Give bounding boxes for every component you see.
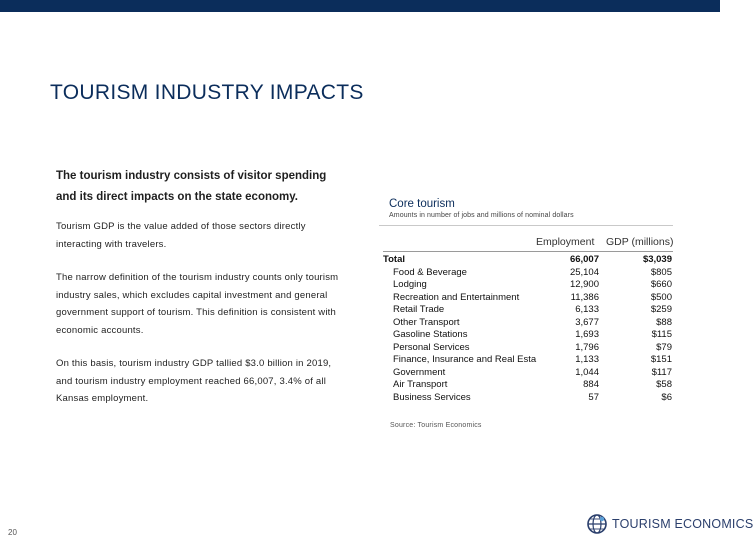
top-banner (0, 0, 720, 12)
globe-icon (586, 513, 608, 535)
row-gdp: $259 (650, 304, 672, 315)
table-body (383, 254, 673, 404)
row-label: Government (393, 366, 446, 378)
page-title: TOURISM INDUSTRY IMPACTS (50, 81, 364, 104)
table-row (383, 392, 673, 405)
logo-text: TOURISM ECONOMICS (612, 517, 753, 531)
page-number: 20 (8, 528, 17, 537)
row-gdp: $117 (651, 366, 672, 378)
row-label: Food & Beverage (393, 266, 467, 278)
table-row (383, 267, 673, 280)
row-gdp: $58 (656, 379, 672, 390)
table-row (383, 279, 673, 292)
row-employment: 1,796 (575, 341, 599, 353)
table-row (383, 367, 673, 380)
paragraph-summary: On this basis, tourism industry GDP tallied $3.0 billion in 2019, and tourism industry employment reached 66,007, 3.4% of all Kansas employment. (56, 358, 332, 404)
row-label: Finance, Insurance and Real Esta (393, 354, 537, 365)
table-row (383, 292, 673, 305)
intro-text: The tourism industry consists of visitor spending and its direct impacts on the state economy. (56, 170, 327, 203)
row-gdp: $79 (656, 341, 672, 353)
row-gdp: $115 (651, 329, 672, 340)
row-label: Air Transport (393, 379, 448, 390)
table-row (383, 379, 673, 392)
paragraph-gdp-definition: Tourism GDP is the value added of those sectors directly interacting with travelers. (56, 221, 306, 250)
row-employment: 6,133 (575, 304, 599, 315)
table-top-rule (379, 225, 673, 226)
table-source: Source: Tourism Economics (390, 422, 482, 429)
row-gdp: $805 (650, 266, 672, 278)
row-label: Retail Trade (393, 304, 445, 315)
row-employment: 12,900 (569, 279, 599, 290)
row-gdp: $660 (650, 279, 672, 290)
table-row-total (383, 254, 673, 267)
tourism-economics-logo (586, 513, 753, 535)
row-employment: 25,104 (569, 266, 599, 278)
row-gdp: $88 (656, 316, 672, 328)
table-row (383, 317, 673, 330)
row-gdp: $500 (650, 291, 672, 303)
table-header-rule (383, 251, 673, 252)
row-employment: 66,007 (569, 254, 599, 265)
row-gdp: $6 (661, 391, 672, 403)
row-gdp: $3,039 (642, 254, 672, 265)
column-header-employment: Employment (536, 236, 595, 248)
table-row (383, 354, 673, 367)
paragraph-narrow-definition: The narrow definition of the tourism industry counts only tourism industry sales, which excludes capital investment and general government support of tourism. This definition is consistent with economic accounts. (56, 272, 339, 336)
row-label: Recreation and Entertainment (393, 291, 520, 303)
row-employment: 57 (588, 391, 599, 403)
table-row (383, 342, 673, 355)
table-row (383, 329, 673, 342)
row-label: Total (383, 254, 405, 265)
column-header-gdp: GDP (millions) (606, 236, 674, 248)
row-employment: 884 (583, 379, 599, 390)
row-gdp: $151 (650, 354, 672, 365)
row-employment: 1,133 (575, 354, 599, 365)
row-employment: 11,386 (570, 291, 599, 303)
row-label: Gasoline Stations (393, 329, 468, 340)
row-label: Personal Services (393, 341, 470, 353)
row-employment: 1,693 (575, 329, 599, 340)
row-label: Other Transport (393, 316, 460, 328)
table-row (383, 304, 673, 317)
row-employment: 1,044 (575, 366, 599, 378)
row-employment: 3,677 (575, 316, 599, 328)
row-label: Business Services (393, 391, 471, 403)
row-label: Lodging (393, 279, 427, 290)
table-heading: Core tourism (389, 198, 455, 210)
table-subheading: Amounts in number of jobs and millions of nominal dollars (389, 212, 574, 219)
